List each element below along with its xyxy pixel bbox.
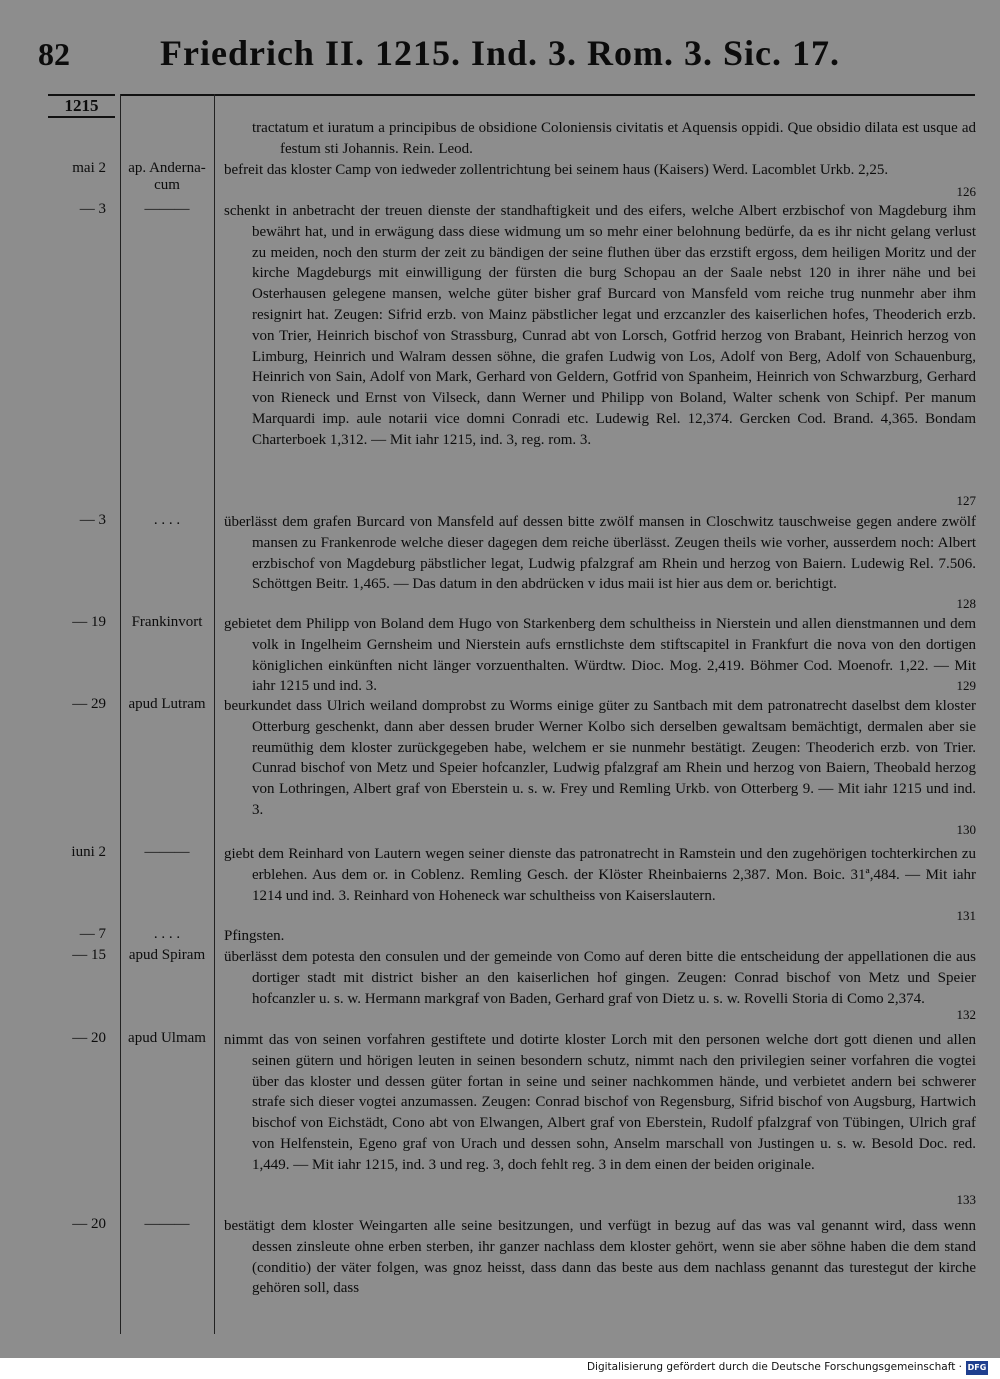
entry-text: gebietet dem Philipp von Boland dem Hugo von Starkenberg dem schultheiss in Nierstein und allen dienstmannen und dem volk in Ingelheim Gernsheim und Nierstein aufs ernstlichste dem stiftscapitel in Frankfurt die nova von den dortigen königlichen einkünften nicht länger vorzuenthalten. Würdtw. Dioc. Mog. 2,419. Böhmer Cod. Moenofr. 1,22. — Mit iahr 1215 und ind. 3.: [224, 616, 976, 695]
entry-place: . . . .: [153, 926, 181, 942]
entry-date: iuni 2: [71, 844, 106, 860]
dfg-logo: DFG: [966, 1361, 988, 1375]
entry-number: 131: [956, 908, 976, 923]
entry-place: ———: [144, 844, 190, 860]
entry-text: tractatum et iuratum a principibus de obsidione Coloniensis civitatis et Aquensis oppidi. Que obsidio dilata est usque ad festum sti Johannis. Rein. Leod.: [252, 120, 976, 157]
entry-place: apud Spiram: [128, 947, 206, 963]
entry-number: 133: [956, 1192, 976, 1207]
entry-date: — 7: [79, 926, 106, 942]
entry-text: überlässt dem potesta den consulen und der gemeinde von Como auf deren bitte die entscheidung der appellationen die aus dortiger stadt mit district bisher an den kaiserlichen hof gingen. Zeugen: Conrad bischof von Metz und Speier hofcanzler u. s. w. Hermann markgraf von Baden, Gerhard graf von Dietz u. s. w. Rovelli Storia di Como 2,374.: [224, 949, 976, 1007]
entry-date: — 20: [72, 1030, 106, 1046]
entry-text: bestätigt dem kloster Weingarten alle seine besitzungen, und verfügt in bezug auf das was val genannt wird, dass wenn dessen zinsleute ohne erben sterben, ihr ganzer nachlass dem kloster gehört, wenn sie aber söhne haben die dem stand (conditio) der väter folgen, was gnoz heisst, dass dann das beste aus dem nachlass genannt das turestegut der kirche gehören soll, dass: [224, 1218, 976, 1297]
funding-credit: Digitalisierung gefördert durch die Deutsche Forschungsgemeinschaft ·: [586, 1361, 962, 1373]
entry-number: 129: [956, 678, 976, 693]
year-label: 1215: [48, 94, 115, 118]
entry-date: mai 2: [72, 160, 106, 176]
entry-place: apud Ulmam: [128, 1030, 206, 1046]
entry-place: ap. Anderna-cum: [128, 160, 206, 193]
entry-date: — 29: [72, 696, 106, 712]
entry-text: beurkundet dass Ulrich weiland domprobst zu Worms einige güter zu Santbach mit dem patronatrecht daselbst dem kloster Otterburg geschenkt, dann aber dessen bruder Werner Kolbo sich derselben gewaltsam bemächtigt, dermalen aber sie reumüthig dem kloster zurückgegeben habe, welchem er sie nunmehr bestätigt. Zeugen: Theoderich erzb. von Trier. Cunrad bischof von Metz und Speier hofcanzler, Ludwig pfalzgraf am Rhein und herzog von Baiern, Theobald herzog von Lothringen, Albert graf von Eberstein u. s. w. Frey und Remling Urkb. von Otterberg 9. — Mit iahr 1215 und ind. 3.: [224, 698, 976, 818]
entry-number: 128: [956, 596, 976, 611]
entry-date: — 19: [72, 614, 106, 630]
entry-date: — 3: [79, 201, 106, 217]
column-divider-date: [120, 94, 121, 1334]
entry-place: apud Lutram: [128, 696, 206, 712]
entry-text: überlässt dem grafen Burcard von Mansfeld auf dessen bitte zwölf mansen in Closchwitz tauschweise gegen andere zwölf mansen zu Frankenrode welche dieser dagegen dem reiche überlässt. Zeugen theils wie vorher, ausserdem noch: Albert erzbischof von Magdeburg päbstlicher legat, Ludwig pfalzgraf am Rhein und herzog von Baiern. Ludewig Rel. 7.506. Schöttgen Beitr. 1,465. — Das datum in den abdrücken v idus maii ist hier aus dem or. berichtigt.: [224, 514, 976, 593]
entry-number: 127: [956, 493, 976, 508]
entry-date: — 15: [72, 947, 106, 963]
entry-text: nimmt das von seinen vorfahren gestiftete und dotirte kloster Lorch mit den personen welche dort gott dienen und allen seinen gütern und hörigen leuten in seinen besondern schutz, nimmt nach den privilegien seiner vorfahren die vogtei über das kloster und dessen güter fortan in seine und seiner nachkommen hände, und verbietet andern bei schwerer strafe sich dieser vogtei anzumassen. Zeugen: Conrad bischof von Regensburg, Sifrid bischof von Augsburg, Hartwich bischof von Eichstädt, Cono abt von Elwangen, Albert graf von Eberstein, Rudolf pfalzgraf von Tübingen, Ulrich graf von Helfenstein, Egeno graf von Urach und dessen sohn, Anselm marschall von Justingen u. s. w. Besold Doc. red. 1,449. — Mit iahr 1215, ind. 3 und reg. 3, doch fehlt reg. 3 in dem einen der beiden originale.: [224, 1032, 976, 1173]
entry-number: 130: [956, 822, 976, 837]
entry-date: — 3: [79, 512, 106, 528]
top-rule: [120, 94, 975, 96]
entry-place: . . . .: [153, 512, 181, 528]
entry-place: ———: [144, 1216, 190, 1232]
entry-number: 132: [956, 1007, 976, 1022]
page-number: 82: [38, 36, 70, 72]
column-divider-place: [214, 94, 215, 1334]
entry-text: befreit das kloster Camp von iedweder zollentrichtung bei seinem haus (Kaisers) Werd. Lacomblet Urkb. 2,25.: [224, 162, 889, 178]
entry-place: ———: [144, 201, 190, 217]
running-head: Friedrich II. 1215. Ind. 3. Rom. 3. Sic. 17.: [160, 33, 841, 73]
entry-number: 126: [956, 184, 976, 199]
entry-date: — 20: [72, 1216, 106, 1232]
entry-text: Pfingsten.: [224, 928, 285, 944]
digitization-footer: [0, 1358, 1000, 1379]
entry-place: Frankinvort: [131, 614, 203, 630]
entry-text: schenkt in anbetracht der treuen dienste der standhaftigkeit und des eifers, welche Albert erzbischof von Magdeburg ihm bewährt hat, und in erwägung dass diese widmung um so mehr einer belohnung bedürfe, da es ihr nicht gelang verlust zu meiden, noch den sturm der zeit zu bändigen der seine fluthen über das erzstift ergoss, dem heiligen Moritz und der kirche Magdeburgs mit einwilligung der fürsten die burg Schopau an der Saale nebst 120 in ihrer nähe und bei Osterhausen gelegene mansen, welche güter bisher graf Burcard von Mansfeld vom reiche trug nunmehr aber ihm resignirt hat. Zeugen: Sifrid erzb. von Mainz päbstlicher legat und erzcanzler des kaiserlichen hofes, Theoderich erzb. von Trier, Heinrich bischof von Strassburg, Cunrad abt von Lorsch, Gotfrid herzog von Brabant, Heinrich herzog von Limburg, Heinrich und Walram dessen söhne, die grafen Ludwig von Los, Adolf von Berg, Adolf von Schauenburg, Heinrich von Sain, Adolf von Mark, Gerhard von Geldern, Gotfrid von Spanheim, Heinrich von Schwarzburg, Gerhard von Rieneck und Ernst von Vilseck, dann Werner und Philipp von Boland, Walter schenk von Schipf. Per manum Marquardi imp. aule notarii vice domni Conradi etc. Ludewig Rel. 12,374. Gercken Cod. Brand. 4,365. Bondam Charterboek 1,312. — Mit iahr 1215, ind. 3, reg. rom. 3.: [224, 203, 976, 448]
page-header: [0, 30, 1000, 80]
entry-text: giebt dem Reinhard von Lautern wegen seiner dienste das patronatrecht in Ramstein und den zugehörigen tochterkirchen zu erblehen. Aus dem or. in Coblenz. Remling Gesch. der Klöster Rheinbaierns 2,387. Mon. Boic. 31ª,484. — Mit iahr 1214 und ind. 3. Reinhard von Hoheneck war schultheiss von Kaiserslautern.: [224, 846, 976, 904]
